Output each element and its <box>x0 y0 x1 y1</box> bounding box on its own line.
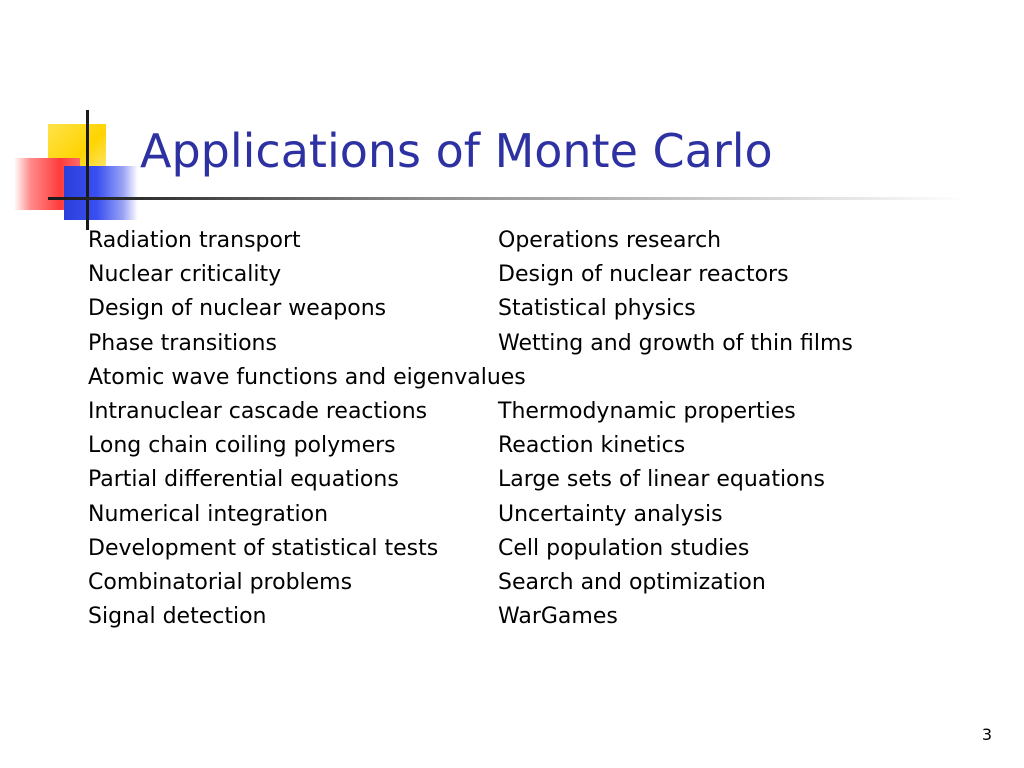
list-item-left: Partial differential equations <box>88 467 399 493</box>
blue-square-decoration <box>64 166 138 220</box>
list-item-left: Numerical integration <box>88 501 329 527</box>
slide-title: Applications of Monte Carlo <box>140 124 773 178</box>
list-row <box>88 532 948 566</box>
list-item-left: Atomic wave functions and eigenvalues <box>88 364 526 390</box>
list-row <box>88 463 948 497</box>
title-underline-rule <box>48 197 968 200</box>
vertical-rule <box>86 110 89 230</box>
list-item-right: WarGames <box>498 604 618 630</box>
list-row <box>88 224 948 258</box>
list-item-right: Thermodynamic properties <box>498 398 796 424</box>
list-item-left: Intranuclear cascade reactions <box>88 398 428 424</box>
list-item-left: Signal detection <box>88 604 267 630</box>
applications-list <box>88 224 948 634</box>
list-item-right: Reaction kinetics <box>498 433 686 459</box>
list-item-left: Nuclear criticality <box>88 262 282 288</box>
list-item-left: Design of nuclear weapons <box>88 296 387 322</box>
list-row <box>88 498 948 532</box>
list-row <box>88 566 948 600</box>
list-item-right: Statistical physics <box>498 296 696 322</box>
list-item-right: Search and optimization <box>498 569 766 595</box>
list-row <box>88 258 948 292</box>
list-item-left: Development of statistical tests <box>88 535 439 561</box>
list-row <box>88 361 948 395</box>
list-row <box>88 292 948 326</box>
page-number: 3 <box>981 725 992 744</box>
list-row <box>88 600 948 634</box>
list-item-right: Wetting and growth of thin films <box>498 330 853 356</box>
list-row <box>88 395 948 429</box>
list-item-left: Radiation transport <box>88 228 301 253</box>
list-item-right: Cell population studies <box>498 535 750 561</box>
list-item-left: Phase transitions <box>88 330 277 356</box>
list-row <box>88 327 948 361</box>
list-item-left: Combinatorial problems <box>88 569 353 595</box>
slide-logo-decoration <box>0 0 150 240</box>
list-item-right: Design of nuclear reactors <box>498 262 789 288</box>
list-item-right: Large sets of linear equations <box>498 467 825 493</box>
list-item-right: Uncertainty analysis <box>498 501 723 527</box>
list-item-right: Operations research <box>498 228 722 253</box>
list-row <box>88 429 948 463</box>
list-item-left: Long chain coiling polymers <box>88 433 396 459</box>
